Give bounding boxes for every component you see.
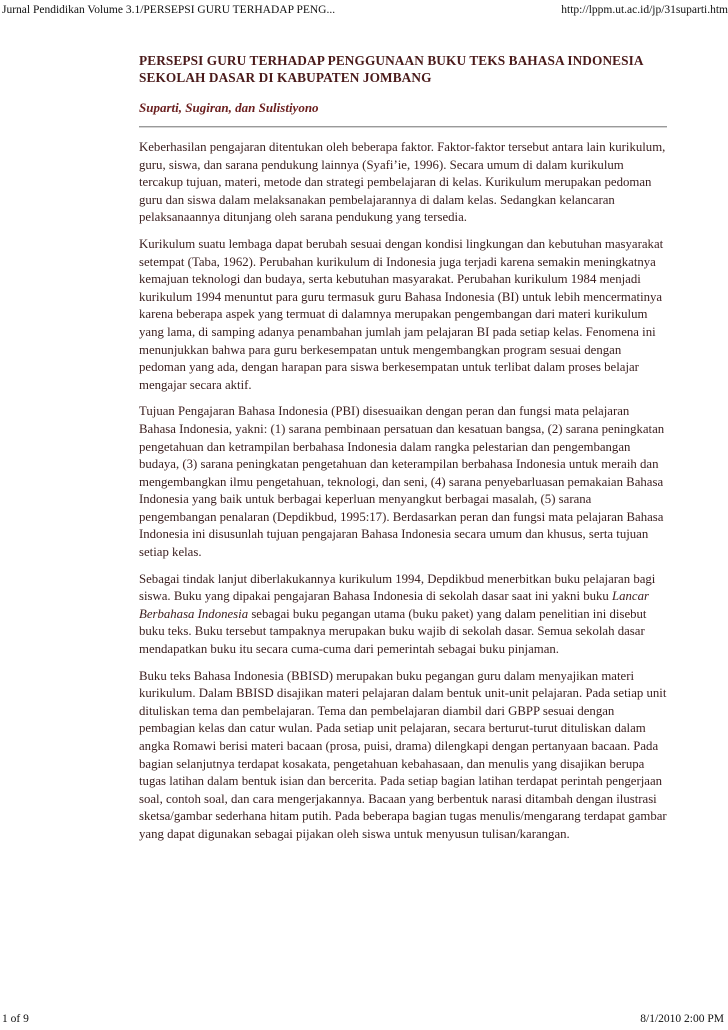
paragraph-4-text-end: sebagai buku pegangan utama (buku paket) yang dalam penelitian ini disebut buku teks. Buku tersebut tampaknya merupakan buku wajib di sekolah dasar. Semua sekolah dasar mendapatkan buku itu secara cuma-cuma dari pemerintah sebagai buku pinjaman. xyxy=(139,606,647,657)
print-timestamp: 8/1/2010 2:00 PM xyxy=(640,1013,724,1025)
article xyxy=(139,52,667,853)
paragraph-1: Keberhasilan pengajaran ditentukan oleh beberapa faktor. Faktor-faktor tersebut antara lain kurikulum, guru, siswa, dan sarana pendukung lainnya (Syafi’ie, 1996). Secara umum di dalam kurikulum tercakup tujuan, materi, metode dan strategi pembelajaran di kelas. Kurikulum merupakan pedoman guru dan siswa dalam melaksanakan pembelajarannya di dalam kelas. Sedangkan kelancaran pelaksanaannya ditunjang oleh sarana pendukung yang tersedia. xyxy=(139,140,666,225)
print-header-url: http://lppm.ut.ac.id/jp/31suparti.htm xyxy=(561,4,728,16)
page-counter: 1 of 9 xyxy=(2,1013,29,1025)
print-header xyxy=(0,2,728,18)
paragraph-4-text-start: Sebagai tindak lanjut diberlakukannya kurikulum 1994, Depdikbud menerbitkan buku pelajaran bagi siswa. Buku yang dipakai pengajaran Bahasa Indonesia di sekolah dasar saat ini yakni buku xyxy=(139,571,656,604)
paragraph-4 xyxy=(139,571,667,659)
paragraph-2: Kurikulum suatu lembaga dapat berubah sesuai dengan kondisi lingkungan dan kebutuhan masyarakat setempat (Taba, 1962). Perubahan kurikulum di Indonesia juga terjadi karena semakin meningkatnya kemajuan teknologi dan budaya, serta kebutuhan masyarakat. Perubahan kurikulum 1984 menjadi kurikulum 1994 menuntut para guru termasuk guru Bahasa Indonesia (BI) untuk lebih mencermatinya karena beberapa aspek yang termuat di dalamnya merupakan pengembangan dari materi kurikulum yang lama, di samping adanya penambahan jumlah jam pelajaran BI pada setiap kelas. Fenomena ini menunjukkan bahwa para guru berkesempatan untuk mengembangkan program sesuai dengan pedoman yang ada, dengan harapan para siswa berkesempatan untuk terlibat dalam proses belajar mengajar secara aktif. xyxy=(139,236,664,392)
print-header-title: Jurnal Pendidikan Volume 3.1/PERSEPSI GURU TERHADAP PENG... xyxy=(2,4,336,16)
article-title: PERSEPSI GURU TERHADAP PENGGUNAAN BUKU TEKS BAHASA INDONESIA SEKOLAH DASAR DI KABUPATEN JOMBANG xyxy=(139,53,643,85)
print-footer xyxy=(0,1011,728,1027)
paragraph-3: Tujuan Pengajaran Bahasa Indonesia (PBI) disesuaikan dengan peran dan fungsi mata pelajaran Bahasa Indonesia, yakni: (1) sarana pembinaan persatuan dan kesatuan bangsa, (2) sarana peningkatan pengetahuan dan ketrampilan berbahasa Indonesia dalam rangka pelestarian dan pengembangan budaya, (3) sarana peningkatan pengetahuan dan keterampilan berbahasa Indonesia untuk meraih dan mengembangkan ilmu pengetahuan, teknologi, dan seni, (4) sarana penyebarluasan pemakaian Bahasa Indonesia yang baik untuk berbagai keperluan menyangkut berbagai masalah, (5) sarana pengembangan penalaran (Depdikbud, 1995:17). Berdasarkan peran dan fungsi mata pelajaran Bahasa Indonesia ini disusunlah tujuan pengajaran Bahasa Indonesia secara umum dan khusus, serta tujuan setiap kelas. xyxy=(139,404,665,560)
horizontal-rule xyxy=(139,126,667,128)
book-title-emphasis: Lancar Berbahasa Indonesia xyxy=(139,589,649,621)
article-authors: Suparti, Sugiran, dan Sulistiyono xyxy=(139,100,319,115)
paragraph-5: Buku teks Bahasa Indonesia (BBISD) merupakan buku pegangan guru dalam menyajikan materi kurikulum. Dalam BBISD disajikan materi pelajaran dalam bentuk unit-unit pelajaran. Pada setiap unit dituliskan tema dan pembelajaran. Tema dan pembelajaran diambil dari GBPP sesuai dengan pembagian kelas dan catur wulan. Pada setiap unit pelajaran, secara berturut-turut dituliskan dalam angka Romawi berisi materi bacaan (prosa, puisi, drama) dilengkapi dengan pertanyaan bacaan. Pada bagian selanjutnya terdapat kosakata, pengetahuan kebahasaan, dan menulis yang disajikan berupa tugas latihan dalam bentuk isian dan bercerita. Pada setiap bagian latihan terdapat perintah pengerjaan soal, contoh soal, dan cara mengerjakannya. Bacaan yang berbentuk narasi ditambah dengan ilustrasi sketsa/gambar sederhana hitam putih. Pada beberapa bagian tugas menulis/mengarang terdapat gambar yang dapat digunakan sebagai pijakan oleh siswa untuk menyusun tulisan/karangan. xyxy=(139,668,667,841)
